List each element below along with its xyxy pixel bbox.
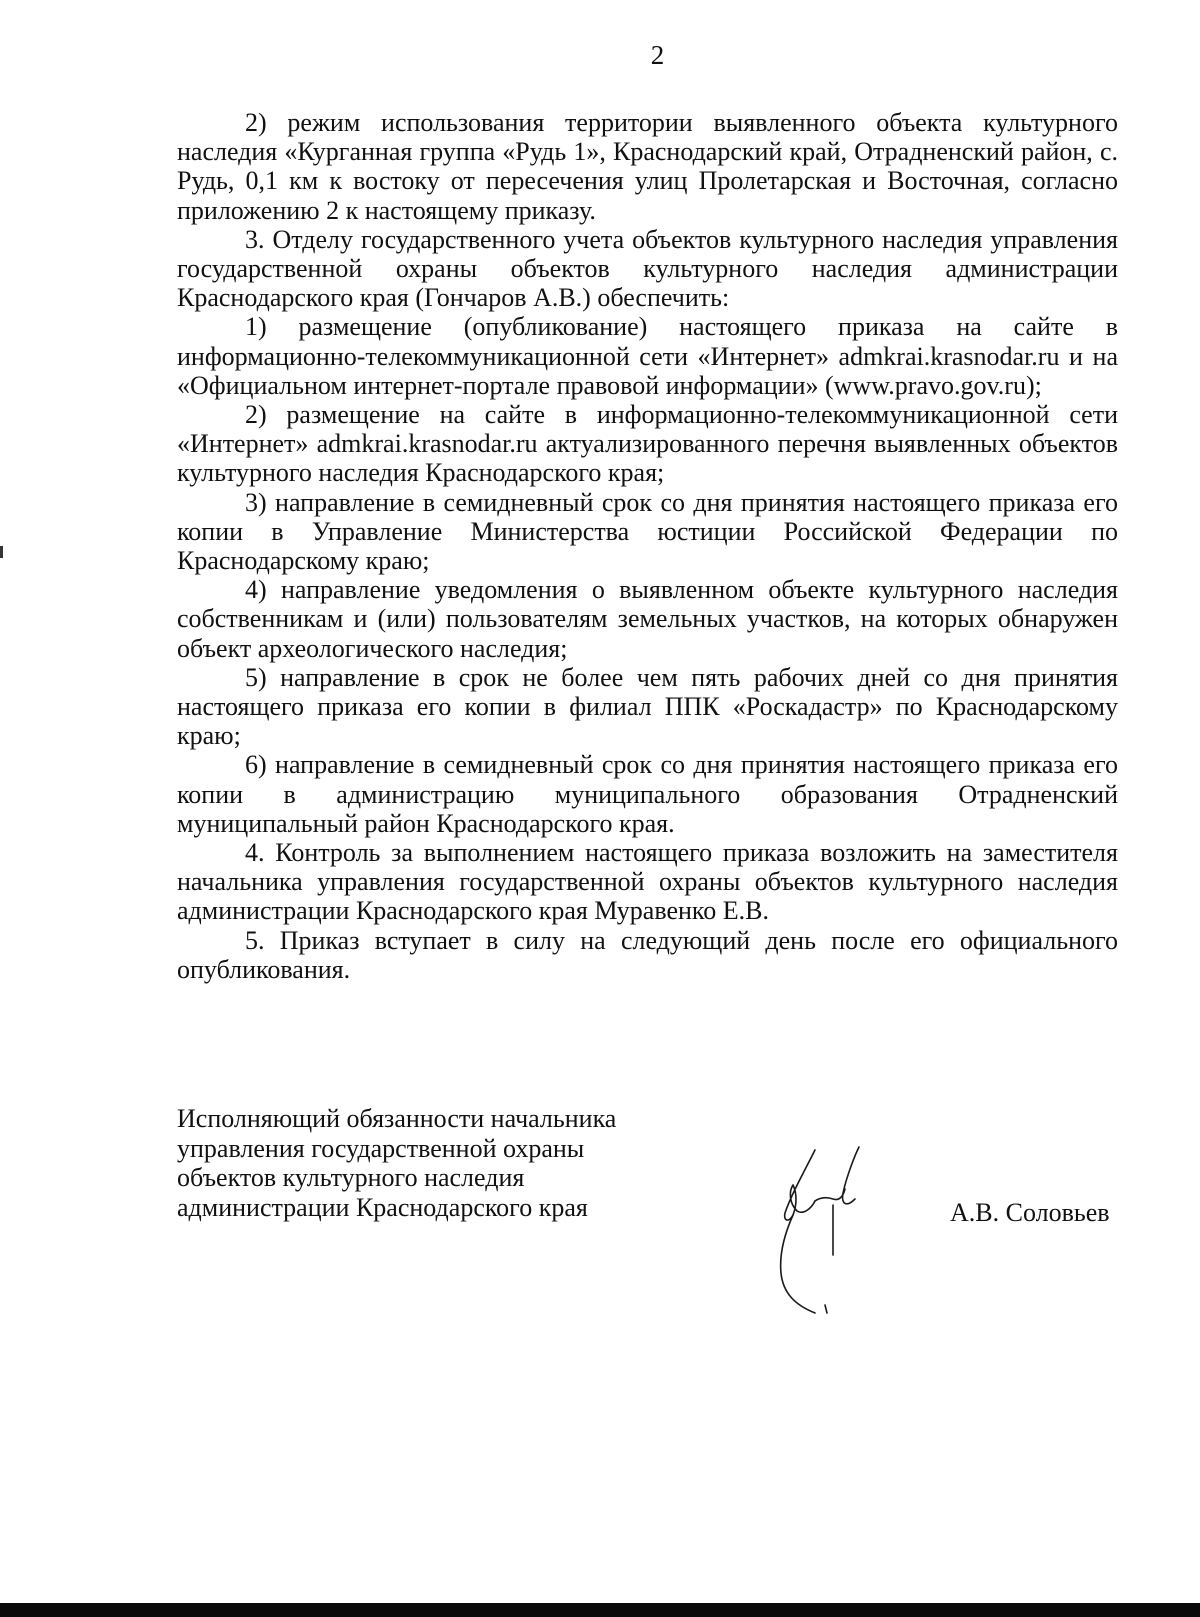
paragraph-item-3: 3. Отделу государственного учета объектов культурного наследия управления государственной охраны объектов культурного наследия администрации Краснодарского края (Гончаров А.В.) обеспечить:: [177, 224, 1118, 313]
paragraph-item-3-2: 2) размещение на сайте в информационно-телекоммуникационной сети «Интернет» admkrai.krasnodar.ru актуализированного перечня выявленных объектов культурного наследия Краснодарского края;: [177, 400, 1118, 488]
scan-bottom-edge: [0, 1603, 1200, 1617]
signer-position-line: администрации Краснодарского края: [177, 1192, 588, 1222]
paragraph-item-3-5: 5) направление в срок не более чем пять рабочих дней со дня принятия настоящего приказа его копии в филиал ППК «Роскадастр» по Краснодарскому краю;: [177, 662, 1118, 751]
paragraph-item-3-4: 4) направление уведомления о выявленном объекте культурного наследия собственникам и (или) пользователям земельных участков, на которых обнаружен объект археологического наследия;: [177, 575, 1118, 663]
paragraph-item-3-3: 3) направление в семидневный срок со дня принятия настоящего приказа его копии в Управление Министерства юстиции Российской Федерации по Краснодарскому краю;: [177, 487, 1118, 576]
paragraph-item-4: 4. Контроль за выполнением настоящего приказа возложить на заместителя начальника управления государственной охраны объектов культурного наследия администрации Краснодарского края Муравенко Е.В.: [177, 838, 1118, 926]
page-number: 2: [650, 40, 665, 70]
paragraph-usage-regime: 2) режим использования территории выявленного объекта культурного наследия «Курганная группа «Рудь 1», Краснодарский край, Отрадненский район, с. Рудь, 0,1 км к востоку от пересечения улиц Пролетарская и Восточная, согласно приложению 2 к настоящему приказу.: [177, 108, 1118, 225]
order-body-text: [177, 108, 1118, 984]
handwritten-signature: [775, 1145, 895, 1345]
paragraph-item-5: 5. Приказ вступает в силу на следующий день после его официального опубликования.: [177, 925, 1118, 984]
signer-position-line: управления государственной охраны: [177, 1133, 585, 1163]
scan-margin-mark: [0, 546, 3, 558]
paragraph-item-3-6: 6) направление в семидневный срок со дня принятия настоящего приказа его копии в администрацию муниципального образования Отрадненский муниципальный район Краснодарского края.: [177, 750, 1118, 838]
signer-position-line: объектов культурного наследия: [177, 1163, 525, 1192]
signer-position-line: Исполняющий обязанности начальника: [177, 1104, 617, 1133]
signer-position: [177, 1104, 697, 1222]
signer-name: А.В. Соловьев: [950, 1198, 1110, 1227]
paragraph-item-3-1: 1) размещение (опубликование) настоящего приказа на сайте в информационно-телекоммуникационной сети «Интернет» admkrai.krasnodar.ru и на «Официальном интернет-портале правовой информации» (www.pravo.gov.ru);: [177, 312, 1118, 400]
